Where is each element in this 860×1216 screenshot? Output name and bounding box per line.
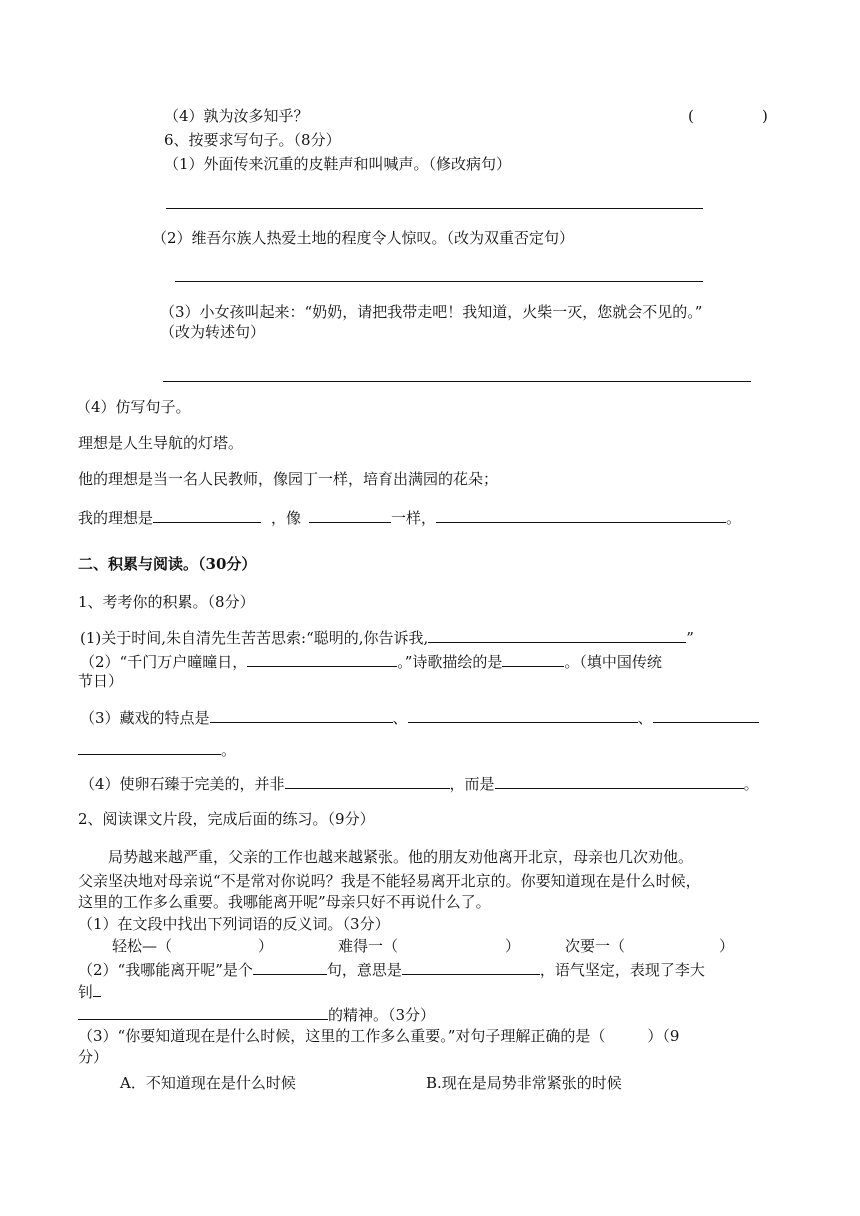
blank-ideal[interactable]	[153, 507, 261, 523]
q1-1-b: ”	[686, 629, 694, 647]
q1-4-a: （4）使卵石臻于完美的，并非	[80, 775, 285, 793]
blank-q1-3-3[interactable]	[653, 707, 759, 723]
sq2-line2	[78, 1004, 435, 1025]
blank-sq2-meaning[interactable]	[402, 959, 540, 975]
sq2-c: ，语气坚定，表现了李大	[539, 961, 705, 979]
ideal-3-d: 。	[726, 509, 742, 527]
q6-3-line1: （3）小女孩叫起来：“奶奶，请把我带走吧！我知道，火柴一灭，您就会不见的。”	[160, 303, 703, 321]
passage-line-3: 这里的工作多么重要。我哪能离开呢”母亲只好不再说什么了。	[78, 893, 491, 911]
blank-q1-3-1[interactable]	[210, 707, 393, 723]
q1-3-end: 。	[221, 741, 237, 759]
blank-sq2-spirit[interactable]	[78, 1004, 328, 1020]
sq3-line1	[78, 1026, 679, 1046]
q1-2-a: （2）“千门万户曈曈日，	[80, 653, 248, 671]
ideal-3-a: 我的理想是	[78, 509, 154, 527]
sq2-b: 句，意思是	[326, 961, 402, 979]
q1-3-cont	[78, 739, 236, 760]
blank-q1-1[interactable]	[428, 627, 686, 643]
option-a: A．不知道现在是什么时候	[120, 1074, 296, 1092]
q1-3-sep2: 、	[637, 709, 653, 727]
passage-line-1: 局势越来越严重，父亲的工作也越来越紧张。他的朋友劝他离开北京，母亲也几次劝他。	[108, 848, 694, 866]
blank-sq2-short[interactable]	[93, 981, 101, 997]
sq2	[78, 959, 705, 980]
blank-q1-3-2[interactable]	[408, 707, 638, 723]
answer-paren-open: (	[688, 107, 694, 125]
antonym-1: 轻松—（	[112, 937, 173, 955]
blank-q1-4-1[interactable]	[285, 773, 450, 789]
option-b: B.现在是局势非常紧张的时候	[426, 1074, 622, 1092]
sq3-line2: 分）	[78, 1048, 109, 1066]
q1-4-b: ，而是	[449, 775, 495, 793]
q4-item: （4）孰为汝多知乎？	[164, 107, 309, 125]
antonym-3: 次要一（	[565, 937, 626, 955]
answer-line-q6-1[interactable]	[166, 208, 703, 209]
q6-4: （4）仿写句子。	[76, 398, 191, 416]
q1-1-a: (1)关于时间,朱自清先生苦苦思索:“聪明的,你告诉我,	[80, 629, 429, 647]
sq1: （1）在文段中找出下列词语的反义词。（3分）	[78, 915, 390, 933]
ideal-3-c: 一样，	[391, 509, 437, 527]
antonym-3-close: ）	[719, 937, 735, 955]
sq2-e: 的精神。（3分）	[328, 1006, 436, 1024]
q2-title: 2、阅读课文片段，完成后面的练习。（9分）	[78, 810, 375, 828]
blank-q1-2-poem[interactable]	[247, 651, 397, 667]
blank-q1-3-3-cont[interactable]	[78, 739, 221, 755]
antonym-2-close: ）	[505, 937, 521, 955]
q6-2: （2）维吾尔族人热爱土地的程度令人惊叹。（改为双重否定句）	[152, 229, 575, 247]
ideal-line-3	[78, 507, 741, 528]
q1-4-c: 。	[743, 775, 759, 793]
answer-line-q6-2[interactable]	[175, 281, 703, 282]
sq3-l1b: ）（9	[647, 1027, 680, 1045]
sq2-a: （2）“我哪能离开呢”是个	[78, 961, 253, 979]
q6-3-line2: （改为转述句）	[160, 323, 266, 341]
q1-4	[80, 773, 759, 794]
q1-3	[80, 707, 759, 728]
antonym-2: 难得一（	[338, 937, 399, 955]
sq2-cont	[78, 981, 101, 1002]
ideal-line-1: 理想是人生导航的灯塔。	[78, 434, 244, 452]
antonym-1-close: ）	[258, 937, 274, 955]
blank-q1-2-festival[interactable]	[502, 651, 564, 667]
q1-3-a: （3）藏戏的特点是	[80, 709, 210, 727]
q1-1	[80, 627, 694, 648]
answer-paren-close: )	[762, 107, 768, 125]
ideal-line-2: 他的理想是当一名人民教师，像园丁一样，培育出满园的花朵；	[78, 470, 499, 488]
sq3-l1: （3）“你要知道现在是什么时候，这里的工作多么重要。”对句子理解正确的是（	[78, 1027, 606, 1045]
blank-ideal-rest[interactable]	[436, 507, 726, 523]
q1-title: 1、考考你的积累。（8分）	[78, 593, 255, 611]
q1-2-d: 节日）	[78, 672, 124, 690]
sq2-d: 钊	[78, 983, 94, 1001]
q1-2-c: 。（填中国传统	[564, 653, 662, 671]
q6-1: （1）外面传来沉重的皮鞋声和叫喊声。（修改病句）	[164, 155, 512, 173]
blank-sq2-type[interactable]	[253, 959, 327, 975]
answer-line-q6-3[interactable]	[163, 381, 751, 382]
ideal-3-b: ，像	[271, 509, 302, 527]
q1-2-b: 。”诗歌描绘的是	[397, 653, 503, 671]
passage-line-2: 父亲坚决地对母亲说“不是常对你说吗？我是不能轻易离开北京的。你要知道现在是什么时候，	[78, 872, 701, 890]
section-heading: 二、积累与阅读。（30分）	[78, 555, 257, 573]
q6-title: 6、按要求写句子。（8分）	[164, 131, 341, 149]
blank-q1-4-2[interactable]	[495, 773, 744, 789]
q1-2	[80, 651, 662, 672]
q1-3-sep1: 、	[392, 709, 408, 727]
blank-like[interactable]	[309, 507, 391, 523]
